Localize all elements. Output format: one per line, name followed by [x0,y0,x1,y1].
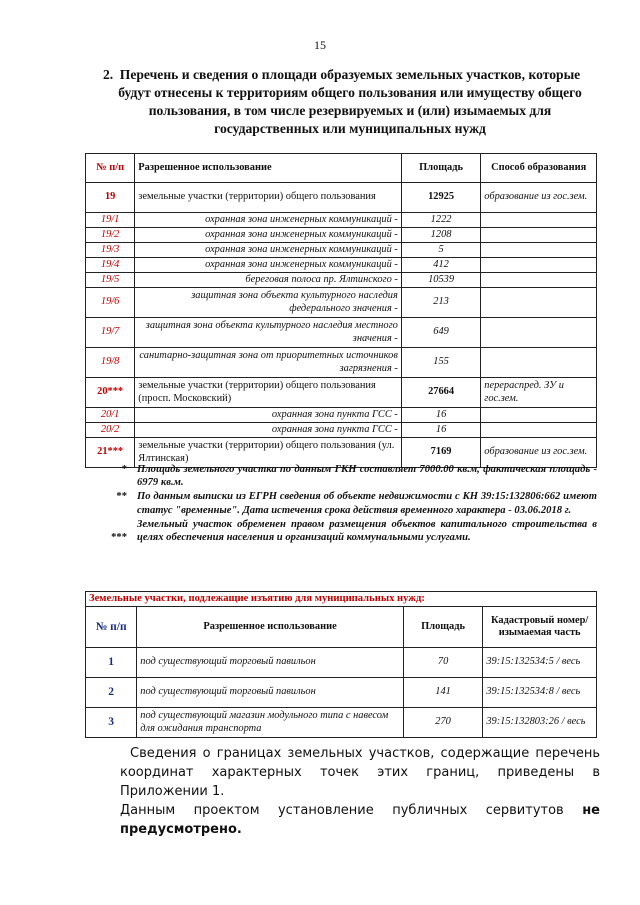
table-header-row [86,607,597,648]
row-method [481,348,597,378]
footnote [85,518,597,544]
row-method [481,423,597,438]
row-area: 1222 [401,213,480,228]
row-method: образование из гос.зем. [481,438,597,468]
servitude-text-bold: не предусмотрено. [120,803,600,837]
section-heading [105,66,595,138]
footnote [85,490,597,516]
land-plots-table [85,153,597,468]
row-use: охранная зона инженерных коммуникаций - [135,258,402,273]
row-method: образование из гос.зем. [481,183,597,213]
table-row [86,228,597,243]
row-use: под существующий торговый павильон [137,678,404,708]
header-area: Площадь [401,154,480,183]
table-row [86,423,597,438]
row-use: охранная зона инженерных коммуникаций - [135,228,402,243]
section-title: Перечень и сведения о площади образуемых земельных участков, которые будут отнесены к территориям общего пользования или имуществу общего пользования, в том числе резервируемых и (или) изымаемых для государственных или муниципальных нужд [118,67,582,136]
row-num: 19/2 [86,228,135,243]
table-header-row [86,154,597,183]
row-use: санитарно-защитная зона от приоритетных источников загрязнения - [135,348,402,378]
table-title-row [86,592,597,607]
table-row [86,648,597,678]
table-row [86,318,597,348]
row-num: 20/2 [86,423,135,438]
table-row [86,408,597,423]
footnote-mark: ** [116,491,127,503]
row-num: 20/1 [86,408,135,423]
row-use: охранная зона пункта ГСС - [135,408,402,423]
row-area: 1208 [401,228,480,243]
header-method: Способ образования [481,154,597,183]
row-method [481,288,597,318]
row-method [481,318,597,348]
row-use: защитная зона объекта культурного наследия местного значения - [135,318,402,348]
header-cadastral: Кадастровый номер/ изымаемая часть [483,607,597,648]
section-number: 2. [103,67,114,82]
row-num: 19/1 [86,213,135,228]
row-num: 19/5 [86,273,135,288]
row-area: 213 [401,288,480,318]
table-row [86,378,597,408]
row-num: 2 [86,678,137,708]
servitude-text: Данным проектом установление публичных сервитутов [120,803,564,818]
row-area: 155 [401,348,480,378]
row-area: 412 [401,258,480,273]
footnote-mark: * [121,464,127,475]
row-area: 649 [401,318,480,348]
row-use: охранная зона инженерных коммуникаций - [135,213,402,228]
withdrawal-table-title: Земельные участки, подлежащие изъятию для муниципальных нужд: [86,592,597,607]
row-use: береговая полоса пр. Ялтинского - [135,273,402,288]
table-row [86,348,597,378]
row-use: под существующий магазин модульного типа с навесом для ожидания транспорта [137,708,404,738]
row-use: земельные участки (территории) общего пользования (ул. Ялтинская) [135,438,402,468]
row-area: 70 [403,648,482,678]
boundaries-paragraph [120,744,600,801]
row-num: 19/8 [86,348,135,378]
row-num: 19 [86,183,135,213]
page-number: 15 [314,38,326,52]
table-row [86,708,597,738]
row-use: земельные участки (территории) общего пользования (просп. Московский) [135,378,402,408]
row-use: под существующий торговый павильон [137,648,404,678]
footnote-text: По данным выписки из ЕГРН сведения об объекте недвижимости с КН 39:15:132806:662 имеют статус "временные". Дата истечения срока действия временного характера - 03.06.2018 г. [137,491,597,516]
header-use: Разрешенное использование [137,607,404,648]
row-area: 7169 [401,438,480,468]
row-use: земельные участки (территории) общего пользования [135,183,402,213]
row-method [481,273,597,288]
header-num: № п/п [86,154,135,183]
row-area: 12925 [401,183,480,213]
row-num: 20*** [86,378,135,408]
row-num: 19/6 [86,288,135,318]
row-cadastral: 39:15:132534:8 / весь [483,678,597,708]
footnote-mark: *** [111,532,127,544]
footnotes [85,463,597,545]
row-method: перераспред. ЗУ и гос.зем. [481,378,597,408]
row-area: 16 [401,423,480,438]
footnote-text: Площадь земельного участка по данным ГКН составляет 7000.00 кв.м, фактическая площадь - 6979 кв.м. [137,464,597,489]
table-row [86,213,597,228]
row-num: 21*** [86,438,135,468]
row-cadastral: 39:15:132803:26 / весь [483,708,597,738]
row-use: охранная зона пункта ГСС - [135,423,402,438]
header-use: Разрешенное использование [135,154,402,183]
boundaries-text: Сведения о границах земельных участков, содержащие перечень координат характерных точек этих границ, приведены в Приложении 1. [120,746,600,799]
row-method [481,408,597,423]
row-area: 27664 [401,378,480,408]
row-cadastral: 39:15:132534:5 / весь [483,648,597,678]
table-row [86,183,597,213]
row-area: 270 [403,708,482,738]
row-method [481,243,597,258]
table-row [86,258,597,273]
row-area: 16 [401,408,480,423]
header-num: № п/п [86,607,137,648]
row-num: 19/4 [86,258,135,273]
table-row [86,273,597,288]
table-row [86,243,597,258]
row-use: защитная зона объекта культурного наследия федерального значения - [135,288,402,318]
row-num: 3 [86,708,137,738]
row-method [481,213,597,228]
table-row [86,288,597,318]
header-area: Площадь [403,607,482,648]
row-area: 141 [403,678,482,708]
servitude-paragraph [120,801,600,839]
row-area: 10539 [401,273,480,288]
footnote [85,463,597,489]
row-num: 1 [86,648,137,678]
row-method [481,228,597,243]
row-area: 5 [401,243,480,258]
withdrawal-table [85,591,597,738]
row-num: 19/7 [86,318,135,348]
footnote-text: Земельный участок обременен правом размещения объектов капитального строительства в целях обеспечения населения и организаций коммунальными услугами. [137,518,597,544]
row-use: охранная зона инженерных коммуникаций - [135,243,402,258]
row-num: 19/3 [86,243,135,258]
table-row [86,678,597,708]
row-method [481,258,597,273]
